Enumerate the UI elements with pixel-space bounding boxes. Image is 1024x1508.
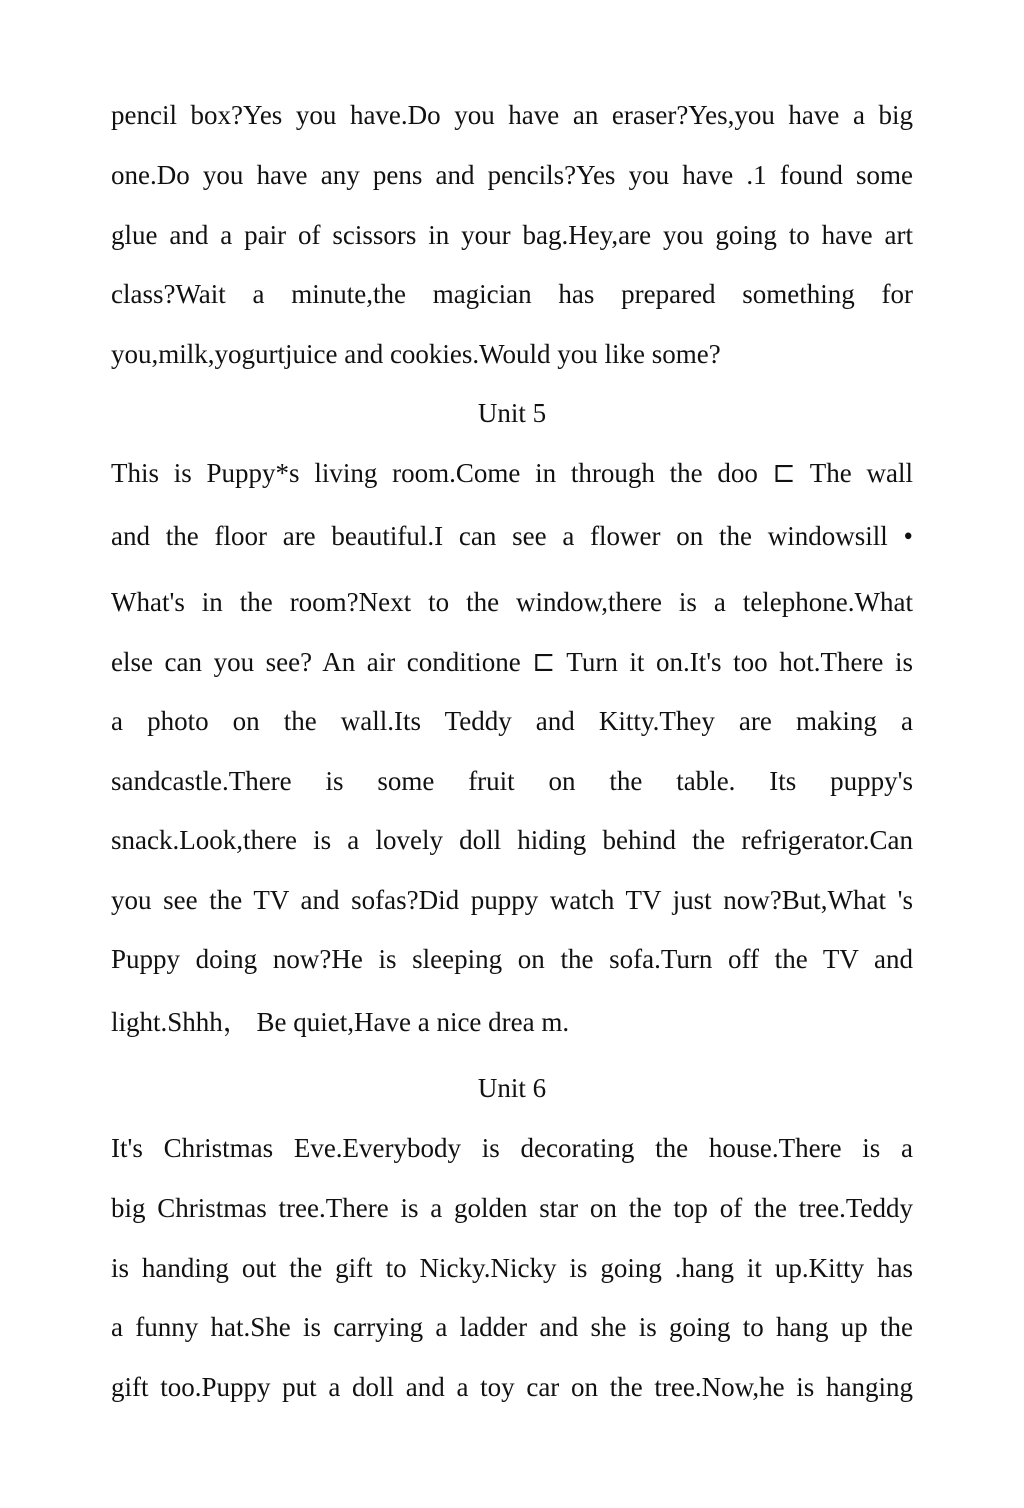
paragraph-line: big Christmas tree.There is a golden star on the top of the tree.Teddy <box>111 1193 913 1223</box>
paragraph-line: one.Do you have any pens and pencils?Yes you have .1 found some <box>111 160 913 190</box>
paragraph-line: sandcastle.There is some fruit on the table. Its puppy's <box>111 766 913 796</box>
paragraph-line: pencil box?Yes you have.Do you have an eraser?Yes,you have a big <box>111 100 913 130</box>
paragraph-line: is handing out the gift to Nicky.Nicky is going .hang it up.Kitty has <box>111 1253 913 1283</box>
paragraph-line: gift too.Puppy put a doll and a toy car on the tree.Now,he is hanging <box>111 1372 913 1402</box>
paragraph-line: you see the TV and sofas?Did puppy watch TV just now?But,What 's <box>111 885 913 915</box>
paragraph-line: snack.Look,there is a lovely doll hiding behind the refrigerator.Can <box>111 825 913 855</box>
paragraph-line: and the floor are beautiful.I can see a flower on the windowsill • <box>111 521 913 551</box>
unit-6-heading: Unit 6 <box>477 1073 547 1103</box>
paragraph-line: It's Christmas Eve.Everybody is decorating the house.There is a <box>111 1133 913 1163</box>
paragraph-line: glue and a pair of scissors in your bag.Hey,are you going to have art <box>111 220 913 250</box>
paragraph-line: Puppy doing now?He is sleeping on the sofa.Turn off the TV and <box>111 944 913 974</box>
paragraph-line: This is Puppy*s living room.Come in through the doo ⊏ The wall <box>111 458 913 488</box>
paragraph-line: a photo on the wall.Its Teddy and Kitty.They are making a <box>111 706 913 736</box>
paragraph-line: light.Shhh， Be quiet,Have a nice drea m. <box>111 1007 570 1037</box>
paragraph-line: class?Wait a minute,the magician has prepared something for <box>111 279 913 309</box>
paragraph-line: What's in the room?Next to the window,there is a telephone.What <box>111 587 913 617</box>
paragraph-line: a funny hat.She is carrying a ladder and she is going to hang up the <box>111 1312 913 1342</box>
paragraph-line: you,milk,yogurtjuice and cookies.Would you like some? <box>111 339 721 369</box>
unit-5-heading: Unit 5 <box>477 398 547 428</box>
paragraph-line: else can you see? An air conditione ⊏ Turn it on.It's too hot.There is <box>111 647 913 677</box>
